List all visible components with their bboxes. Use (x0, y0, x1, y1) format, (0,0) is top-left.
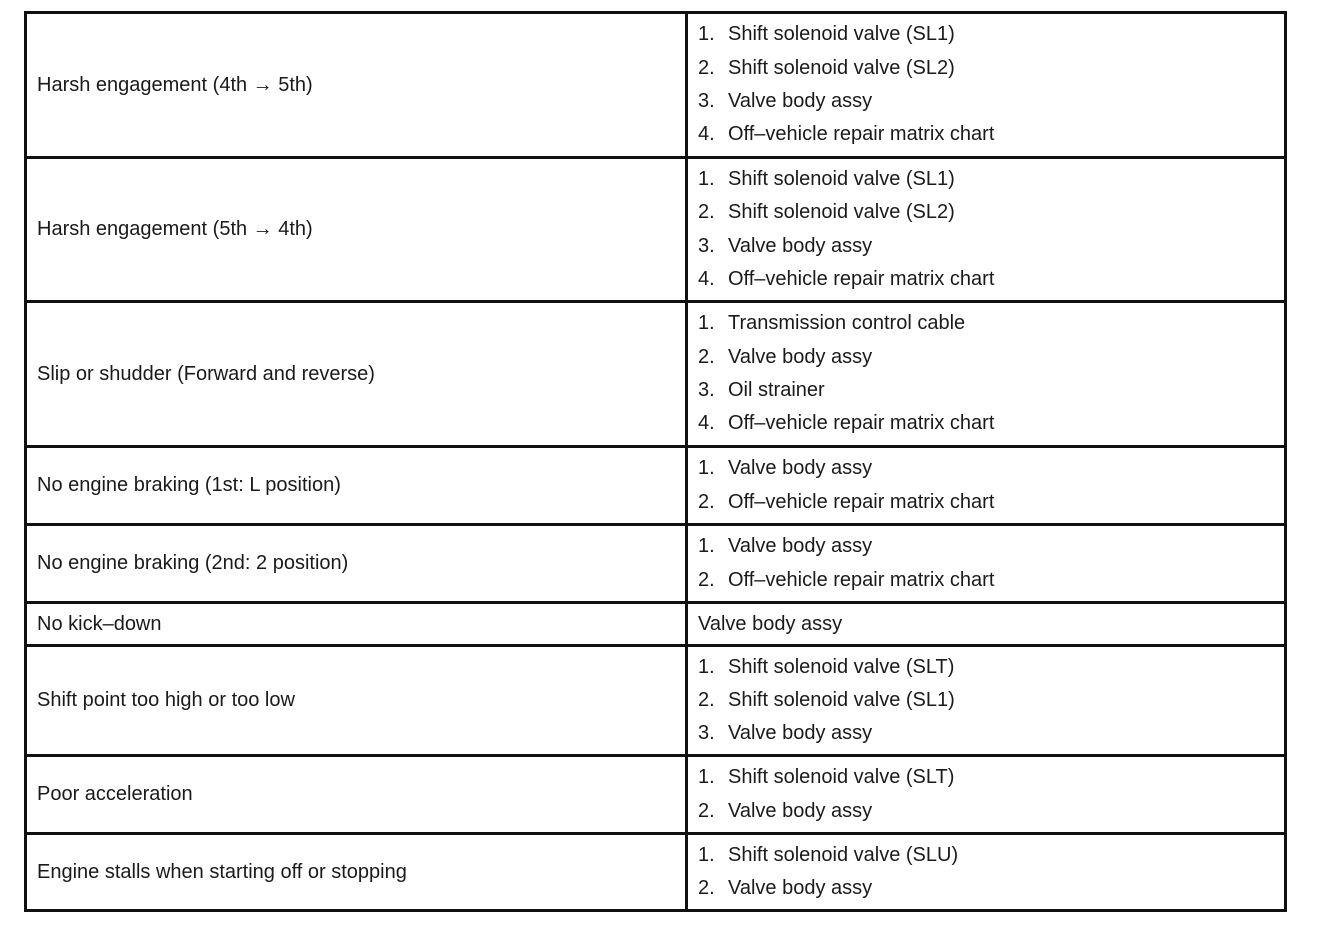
part-name: Off–vehicle repair matrix chart (728, 267, 995, 290)
parts-cell (687, 447, 1286, 525)
list-item (698, 263, 1274, 296)
item-number: 2. (698, 799, 715, 822)
table-row (26, 834, 1286, 911)
item-number: 3. (698, 722, 715, 745)
parts-cell (687, 158, 1286, 302)
list-item (698, 374, 1274, 407)
symptom-text: Engine stalls when starting off or stopping (37, 860, 407, 883)
list-item (698, 717, 1274, 750)
list-item (698, 564, 1274, 597)
part-name: Transmission control cable (728, 312, 966, 335)
list-item (698, 52, 1274, 85)
list-item (698, 530, 1274, 563)
list-item (698, 230, 1274, 263)
item-number: 4. (698, 412, 715, 435)
item-number: 2. (698, 688, 715, 711)
symptom-text: No engine braking (2nd: 2 position) (37, 552, 349, 574)
symptom-text: Harsh engagement (4th → 5th) (37, 73, 313, 96)
list-item (698, 839, 1274, 872)
part-name: Valve body assy (728, 457, 873, 480)
part-name: Off–vehicle repair matrix chart (728, 123, 995, 146)
symptom-text: Slip or shudder (Forward and reverse) (37, 362, 375, 385)
list-item (698, 486, 1274, 519)
item-number: 1. (698, 535, 715, 558)
symptom-cell (26, 447, 687, 525)
part-name: Off–vehicle repair matrix chart (728, 412, 995, 435)
part-name: Valve body assy (698, 612, 843, 635)
parts-cell (687, 756, 1286, 834)
part-name: Shift solenoid valve (SLT) (728, 655, 955, 678)
list-item (698, 307, 1274, 340)
parts-cell (687, 525, 1286, 603)
item-number: 3. (698, 234, 715, 257)
symptom-text: Shift point too high or too low (37, 689, 295, 711)
item-number: 2. (698, 201, 715, 224)
part-name: Oil strainer (728, 379, 825, 401)
list-item (698, 196, 1274, 229)
table-row (26, 756, 1286, 834)
part-name: Shift solenoid valve (SLT) (728, 766, 955, 789)
table-row (26, 525, 1286, 603)
item-number: 1. (698, 23, 715, 46)
item-number: 4. (698, 123, 715, 146)
list-item (698, 684, 1274, 717)
part-name: Shift solenoid valve (SLU) (728, 843, 959, 866)
symptom-text: No kick–down (37, 612, 162, 635)
part-name: Valve body assy (728, 535, 873, 558)
part-name: Valve body assy (728, 722, 873, 745)
table-row (26, 603, 1286, 646)
item-number: 2. (698, 490, 715, 513)
item-number: 2. (698, 877, 715, 899)
list-item (698, 118, 1274, 151)
table-row (26, 646, 1286, 756)
symptom-text: Harsh engagement (5th → 4th) (37, 218, 313, 240)
part-name: Valve body assy (728, 234, 873, 257)
parts-cell (687, 834, 1286, 911)
table-row (26, 13, 1286, 158)
part-name: Valve body assy (728, 90, 873, 112)
item-number: 1. (698, 312, 715, 335)
item-number: 2. (698, 345, 715, 368)
symptom-cell (26, 756, 687, 834)
part-name: Shift solenoid valve (SL1) (728, 167, 955, 190)
item-number: 1. (698, 766, 715, 789)
part-name: Valve body assy (728, 877, 873, 899)
symptom-cell (26, 525, 687, 603)
part-name: Valve body assy (728, 345, 873, 368)
table-row (26, 302, 1286, 447)
item-number: 2. (698, 568, 715, 591)
part-name: Shift solenoid valve (SL2) (728, 56, 955, 79)
symptom-cell (26, 158, 687, 302)
list-item (698, 18, 1274, 51)
item-number: 2. (698, 56, 715, 79)
part-name: Off–vehicle repair matrix chart (728, 490, 995, 513)
list-item (698, 341, 1274, 374)
list-item (698, 452, 1274, 485)
item-number: 1. (698, 655, 715, 678)
symptom-cell (26, 603, 687, 646)
symptom-text: No engine braking (1st: L position) (37, 474, 341, 496)
list-item (698, 85, 1274, 118)
item-number: 1. (698, 167, 715, 190)
part-name: Shift solenoid valve (SL2) (728, 201, 955, 224)
table-row (26, 158, 1286, 302)
item-number: 4. (698, 267, 715, 290)
parts-cell (687, 13, 1286, 158)
symptom-cell (26, 13, 687, 158)
list-item (698, 795, 1274, 828)
symptom-cell (26, 834, 687, 911)
part-name: Off–vehicle repair matrix chart (728, 568, 995, 591)
symptom-text: Poor acceleration (37, 783, 193, 805)
symptom-cell (26, 302, 687, 447)
part-name: Valve body assy (728, 799, 873, 822)
parts-cell (687, 646, 1286, 756)
troubleshooting-table (24, 11, 1287, 912)
item-number: 3. (698, 379, 715, 401)
item-number: 3. (698, 90, 715, 112)
list-item (698, 651, 1274, 684)
parts-cell (687, 603, 1286, 646)
symptom-cell (26, 646, 687, 756)
list-item (698, 761, 1274, 794)
table-row (26, 447, 1286, 525)
part-name: Shift solenoid valve (SL1) (728, 23, 955, 46)
part-name: Shift solenoid valve (SL1) (728, 688, 955, 711)
list-item (698, 872, 1274, 905)
parts-cell (687, 302, 1286, 447)
item-number: 1. (698, 843, 715, 866)
item-number: 1. (698, 457, 715, 480)
list-item (698, 163, 1274, 196)
list-item (698, 407, 1274, 440)
